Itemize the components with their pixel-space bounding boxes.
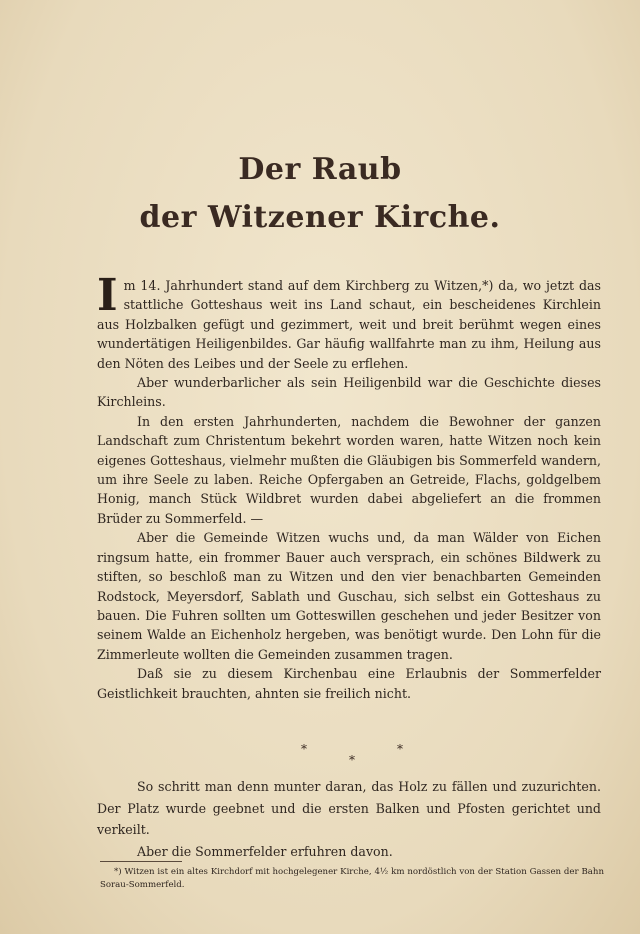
- chapter-title-line-1: Der Raub: [238, 152, 402, 187]
- paragraph-4: Aber die Gemeinde Witzen wuchs und, da man Wälder von Eichen ringsum hatte, ein frommer Bauer auch versprach, ein schönes Bildwerk zu stiften, so beschloß man zu Witzen und den vier benachbarten Gemeinden Rodstock, Meyersdorf, Sablath und Guschau, sich selbst ein Gotteshaus zu bauen. Die Fuhren sollten um Gotteswillen geschehen und jeder Besitzer von seinem Walde an Eichenholz hergeben, was benötigt wurde. Den Lohn für die Zimmerleute wollten die Gemeinden zusammen tragen.: [97, 530, 601, 662]
- drop-cap: I: [97, 270, 118, 321]
- separator-star-left: *: [301, 742, 307, 756]
- footnote: [100, 866, 604, 892]
- separator-star-middle: *: [349, 753, 355, 767]
- paragraph-1: [97, 270, 601, 373]
- separator-star-right: *: [397, 742, 403, 756]
- paragraph-5: Daß sie zu diesem Kirchenbau eine Erlaubnis der Sommerfelder Geistlichkeit brauchten, ahnten sie freilich nicht.: [97, 666, 601, 701]
- paragraph-2: Aber wunderbarlicher als sein Heiligenbild war die Geschichte dieses Kirchleins.: [97, 375, 601, 410]
- paragraph-7: Aber die Sommerfelder erfuhren davon.: [137, 843, 393, 859]
- second-text-block: [97, 776, 601, 862]
- paragraph-6: So schritt man denn munter daran, das Holz zu fällen und zuzurichten. Der Platz wurde geebnet und die ersten Balken und Pfosten gerichtet und verkeilt.: [97, 779, 601, 837]
- main-text-block: [97, 270, 601, 703]
- chapter-title-line-2: der Witzener Kirche.: [139, 200, 501, 235]
- footnote-rule: [100, 861, 182, 862]
- paragraph-1-text: m 14. Jahrhundert stand auf dem Kirchberg zu Witzen,*) da, wo jetzt das stattliche Gotteshaus weit ins Land schaut, ein bescheidenes Kirchlein aus Holzbalken gefügt und gezimmert, weit und breit berühmt wegen eines wundertätigen Heiligenbildes. Gar häufig wallfahrte man zu ihm, Heilung aus den Nöten des Leibes und der Seele zu erflehen.: [97, 278, 601, 371]
- section-separator: [0, 742, 640, 772]
- footnote-text: *) Witzen ist ein altes Kirchdorf mit hochgelegener Kirche, 4½ km nordöstlich von der Station Gassen der Bahn Sorau-Sommerfeld.: [100, 867, 604, 890]
- paragraph-3: In den ersten Jahrhunderten, nachdem die Bewohner der ganzen Landschaft zum Christentum bekehrt worden waren, hatte Witzen noch kein eigenes Gotteshaus, vielmehr mußten die Gläubigen bis Sommerfeld wandern, um ihre Seele zu laben. Reiche Opfergaben an Getreide, Flachs, goldgelbem Honig, manch Stück Wildbret wurden dabei abgeliefert an die frommen Brüder zu Sommerfeld. —: [97, 413, 601, 526]
